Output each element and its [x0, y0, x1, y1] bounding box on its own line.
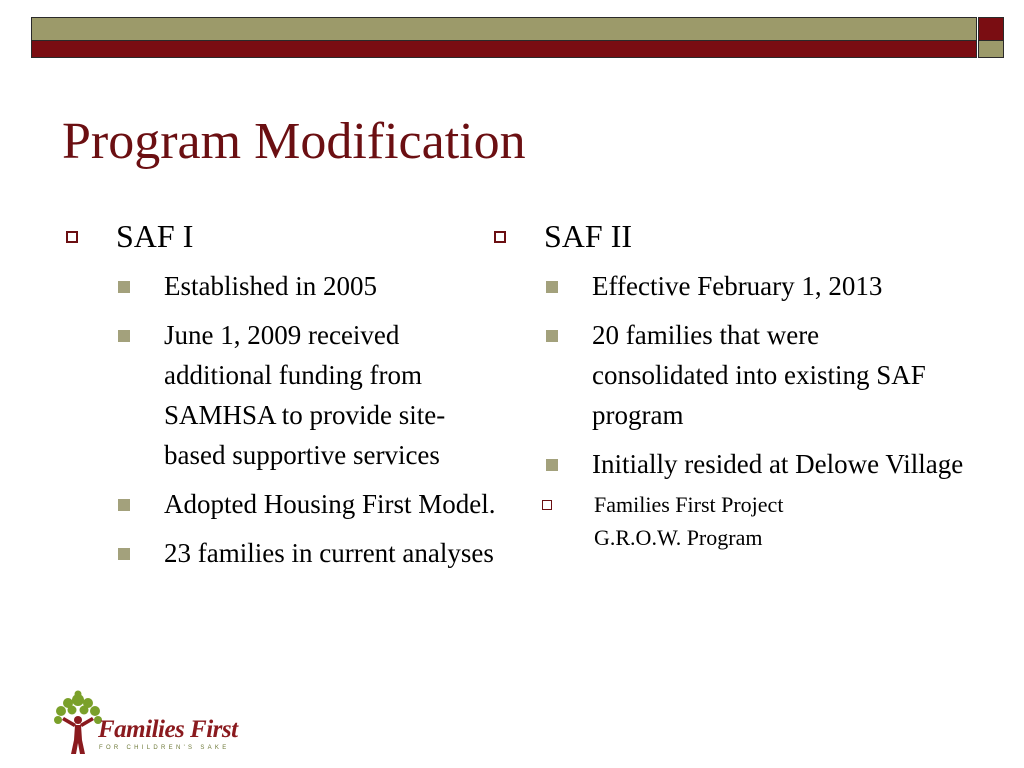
list-item-text: Established in 2005 [164, 271, 377, 301]
sub-list-item-text: Families First Project G.R.O.W. Program [594, 492, 784, 550]
list-item [490, 315, 962, 435]
list-item [490, 444, 982, 554]
left-heading: SAF I [116, 218, 194, 254]
square-bullet-icon [118, 330, 130, 342]
header-square-maroon [978, 17, 1004, 41]
right-sub-list [542, 488, 982, 554]
header-bar-olive [31, 17, 977, 41]
right-bullet-list [490, 266, 990, 554]
list-item-text: Initially resided at Delowe Village [592, 449, 964, 479]
hollow-square-bullet-icon [494, 231, 506, 243]
list-item [490, 266, 990, 306]
sub-list-item [542, 488, 844, 554]
right-heading-item [490, 214, 990, 258]
list-item-text: Effective February 1, 2013 [592, 271, 883, 301]
list-item [62, 266, 502, 306]
square-bullet-icon [118, 548, 130, 560]
hollow-square-bullet-icon [66, 231, 78, 243]
right-heading: SAF II [544, 218, 633, 254]
logo-tagline: FOR CHILDREN'S SAKE [99, 745, 230, 751]
list-item-text: 23 families in current analyses [164, 538, 494, 568]
logo-name: Families First [98, 716, 238, 743]
list-item-text: June 1, 2009 received additional funding from SAMHSA to provide site-based supportive services [164, 320, 446, 470]
list-item [62, 315, 502, 475]
square-bullet-icon [546, 330, 558, 342]
header-bar-maroon [31, 41, 977, 58]
square-bullet-icon [546, 281, 558, 293]
left-column [62, 214, 502, 582]
list-item [62, 484, 502, 524]
list-item-text: 20 families that were consolidated into existing SAF program [592, 320, 926, 430]
square-bullet-icon [118, 281, 130, 293]
list-item [62, 533, 502, 573]
families-first-logo [52, 690, 252, 756]
hollow-square-bullet-icon [542, 500, 552, 510]
square-bullet-icon [546, 459, 558, 471]
list-item-text: Adopted Housing First Model. [164, 489, 496, 519]
left-heading-item [62, 214, 502, 258]
left-bullet-list [62, 266, 502, 573]
family-tree-icon [52, 690, 104, 756]
right-column [490, 214, 990, 563]
header-square-olive [978, 41, 1004, 58]
slide-title: Program Modification [62, 113, 526, 170]
square-bullet-icon [118, 499, 130, 511]
